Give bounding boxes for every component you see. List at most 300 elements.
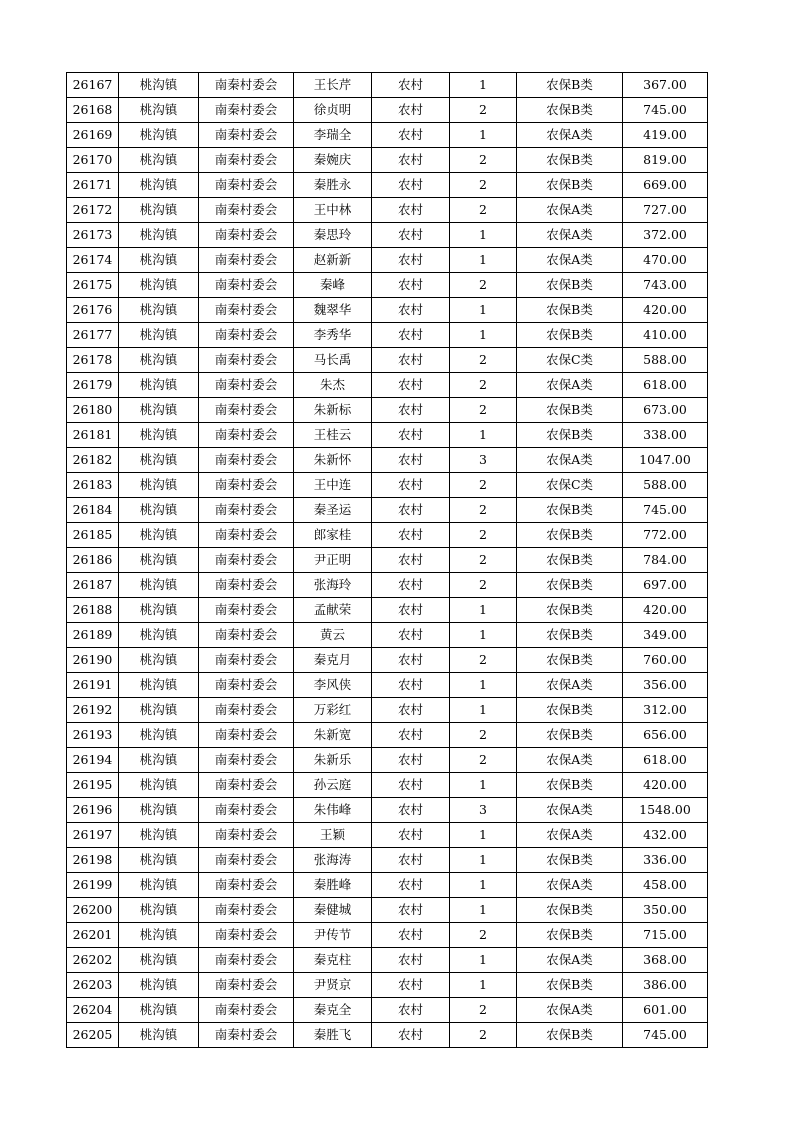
cell-id: 26182: [67, 448, 119, 473]
cell-village: 南秦村委会: [199, 498, 294, 523]
cell-village: 南秦村委会: [199, 523, 294, 548]
cell-village: 南秦村委会: [199, 798, 294, 823]
cell-village: 南秦村委会: [199, 448, 294, 473]
cell-id: 26199: [67, 873, 119, 898]
cell-amount: 432.00: [623, 823, 708, 848]
cell-category: 农保B类: [517, 1023, 623, 1048]
cell-area: 农村: [372, 723, 450, 748]
cell-village: 南秦村委会: [199, 73, 294, 98]
cell-area: 农村: [372, 973, 450, 998]
cell-id: 26167: [67, 73, 119, 98]
cell-town: 桃沟镇: [119, 223, 199, 248]
table-row: [67, 998, 708, 1023]
cell-count: 2: [450, 573, 517, 598]
cell-area: 农村: [372, 123, 450, 148]
cell-name: 万彩红: [294, 698, 372, 723]
table-row: [67, 298, 708, 323]
cell-name: 尹贤京: [294, 973, 372, 998]
cell-count: 2: [450, 548, 517, 573]
cell-town: 桃沟镇: [119, 873, 199, 898]
cell-category: 农保B类: [517, 923, 623, 948]
table-row: [67, 723, 708, 748]
cell-area: 农村: [372, 473, 450, 498]
cell-town: 桃沟镇: [119, 423, 199, 448]
cell-town: 桃沟镇: [119, 273, 199, 298]
cell-name: 朱新标: [294, 398, 372, 423]
cell-category: 农保B类: [517, 323, 623, 348]
cell-count: 2: [450, 648, 517, 673]
table-row: [67, 148, 708, 173]
cell-id: 26172: [67, 198, 119, 223]
cell-area: 农村: [372, 1023, 450, 1048]
cell-name: 秦胜永: [294, 173, 372, 198]
cell-category: 农保A类: [517, 673, 623, 698]
cell-town: 桃沟镇: [119, 198, 199, 223]
cell-name: 秦克全: [294, 998, 372, 1023]
cell-id: 26175: [67, 273, 119, 298]
cell-town: 桃沟镇: [119, 398, 199, 423]
cell-town: 桃沟镇: [119, 748, 199, 773]
cell-name: 秦圣运: [294, 498, 372, 523]
cell-id: 26191: [67, 673, 119, 698]
table-row: [67, 98, 708, 123]
cell-amount: 618.00: [623, 373, 708, 398]
cell-area: 农村: [372, 748, 450, 773]
cell-count: 1: [450, 73, 517, 98]
cell-category: 农保B类: [517, 523, 623, 548]
cell-area: 农村: [372, 548, 450, 573]
cell-name: 李瑞全: [294, 123, 372, 148]
table-row: [67, 923, 708, 948]
cell-town: 桃沟镇: [119, 548, 199, 573]
cell-count: 3: [450, 448, 517, 473]
cell-category: 农保A类: [517, 798, 623, 823]
cell-amount: 745.00: [623, 1023, 708, 1048]
cell-area: 农村: [372, 598, 450, 623]
cell-area: 农村: [372, 223, 450, 248]
cell-name: 王中连: [294, 473, 372, 498]
cell-town: 桃沟镇: [119, 73, 199, 98]
table-row: [67, 798, 708, 823]
cell-area: 农村: [372, 948, 450, 973]
cell-name: 孟献荣: [294, 598, 372, 623]
cell-village: 南秦村委会: [199, 173, 294, 198]
cell-id: 26203: [67, 973, 119, 998]
cell-category: 农保B类: [517, 598, 623, 623]
table-row: [67, 673, 708, 698]
cell-town: 桃沟镇: [119, 848, 199, 873]
cell-amount: 410.00: [623, 323, 708, 348]
cell-count: 3: [450, 798, 517, 823]
cell-village: 南秦村委会: [199, 248, 294, 273]
subsidy-roster-table: [66, 72, 708, 1048]
cell-count: 2: [450, 1023, 517, 1048]
cell-area: 农村: [372, 73, 450, 98]
cell-village: 南秦村委会: [199, 873, 294, 898]
cell-town: 桃沟镇: [119, 373, 199, 398]
cell-id: 26183: [67, 473, 119, 498]
cell-amount: 588.00: [623, 348, 708, 373]
cell-id: 26192: [67, 698, 119, 723]
cell-amount: 588.00: [623, 473, 708, 498]
cell-id: 26202: [67, 948, 119, 973]
cell-name: 徐贞明: [294, 98, 372, 123]
cell-town: 桃沟镇: [119, 773, 199, 798]
cell-area: 农村: [372, 273, 450, 298]
cell-count: 1: [450, 248, 517, 273]
cell-count: 1: [450, 898, 517, 923]
cell-id: 26170: [67, 148, 119, 173]
cell-town: 桃沟镇: [119, 298, 199, 323]
cell-village: 南秦村委会: [199, 848, 294, 873]
table-row: [67, 573, 708, 598]
cell-category: 农保A类: [517, 373, 623, 398]
table-row: [67, 423, 708, 448]
cell-count: 2: [450, 373, 517, 398]
cell-count: 1: [450, 323, 517, 348]
cell-amount: 338.00: [623, 423, 708, 448]
cell-amount: 601.00: [623, 998, 708, 1023]
cell-amount: 372.00: [623, 223, 708, 248]
table-row: [67, 548, 708, 573]
cell-town: 桃沟镇: [119, 523, 199, 548]
cell-count: 1: [450, 598, 517, 623]
cell-category: 农保B类: [517, 898, 623, 923]
table-row: [67, 773, 708, 798]
cell-town: 桃沟镇: [119, 798, 199, 823]
cell-area: 农村: [372, 398, 450, 423]
cell-area: 农村: [372, 148, 450, 173]
table-row: [67, 898, 708, 923]
cell-category: 农保B类: [517, 148, 623, 173]
table-row: [67, 173, 708, 198]
cell-count: 2: [450, 523, 517, 548]
table-row: [67, 648, 708, 673]
table-row: [67, 248, 708, 273]
cell-area: 农村: [372, 773, 450, 798]
cell-category: 农保A类: [517, 948, 623, 973]
cell-amount: 772.00: [623, 523, 708, 548]
cell-count: 1: [450, 623, 517, 648]
cell-id: 26200: [67, 898, 119, 923]
cell-amount: 1047.00: [623, 448, 708, 473]
cell-village: 南秦村委会: [199, 773, 294, 798]
cell-name: 秦婉庆: [294, 148, 372, 173]
cell-amount: 819.00: [623, 148, 708, 173]
cell-id: 26174: [67, 248, 119, 273]
cell-category: 农保B类: [517, 848, 623, 873]
table-row: [67, 698, 708, 723]
cell-name: 尹正明: [294, 548, 372, 573]
table-row: [67, 123, 708, 148]
cell-area: 农村: [372, 373, 450, 398]
cell-area: 农村: [372, 673, 450, 698]
cell-village: 南秦村委会: [199, 973, 294, 998]
cell-village: 南秦村委会: [199, 198, 294, 223]
cell-town: 桃沟镇: [119, 998, 199, 1023]
cell-amount: 727.00: [623, 198, 708, 223]
cell-amount: 784.00: [623, 548, 708, 573]
cell-category: 农保A类: [517, 198, 623, 223]
cell-village: 南秦村委会: [199, 648, 294, 673]
cell-village: 南秦村委会: [199, 398, 294, 423]
cell-count: 1: [450, 773, 517, 798]
cell-id: 26204: [67, 998, 119, 1023]
cell-town: 桃沟镇: [119, 623, 199, 648]
cell-area: 农村: [372, 998, 450, 1023]
cell-category: 农保C类: [517, 348, 623, 373]
cell-id: 26181: [67, 423, 119, 448]
cell-town: 桃沟镇: [119, 573, 199, 598]
table-row: [67, 948, 708, 973]
cell-amount: 420.00: [623, 773, 708, 798]
cell-village: 南秦村委会: [199, 598, 294, 623]
cell-category: 农保B类: [517, 698, 623, 723]
cell-town: 桃沟镇: [119, 1023, 199, 1048]
cell-count: 1: [450, 223, 517, 248]
cell-village: 南秦村委会: [199, 998, 294, 1023]
cell-name: 朱新宽: [294, 723, 372, 748]
roster-body: [67, 73, 708, 1048]
cell-village: 南秦村委会: [199, 98, 294, 123]
cell-town: 桃沟镇: [119, 923, 199, 948]
table-row: [67, 348, 708, 373]
cell-count: 1: [450, 873, 517, 898]
cell-category: 农保B类: [517, 723, 623, 748]
cell-id: 26188: [67, 598, 119, 623]
cell-area: 农村: [372, 898, 450, 923]
cell-area: 农村: [372, 523, 450, 548]
cell-id: 26193: [67, 723, 119, 748]
cell-name: 王颖: [294, 823, 372, 848]
cell-name: 马长禹: [294, 348, 372, 373]
cell-id: 26168: [67, 98, 119, 123]
cell-amount: 745.00: [623, 98, 708, 123]
cell-area: 农村: [372, 798, 450, 823]
cell-village: 南秦村委会: [199, 373, 294, 398]
cell-name: 王长芹: [294, 73, 372, 98]
cell-count: 1: [450, 823, 517, 848]
cell-village: 南秦村委会: [199, 573, 294, 598]
cell-name: 秦健城: [294, 898, 372, 923]
cell-category: 农保B类: [517, 73, 623, 98]
cell-amount: 745.00: [623, 498, 708, 523]
cell-village: 南秦村委会: [199, 823, 294, 848]
cell-village: 南秦村委会: [199, 123, 294, 148]
cell-village: 南秦村委会: [199, 898, 294, 923]
cell-id: 26190: [67, 648, 119, 673]
table-row: [67, 873, 708, 898]
table-row: [67, 623, 708, 648]
cell-category: 农保B类: [517, 298, 623, 323]
cell-name: 秦峰: [294, 273, 372, 298]
cell-village: 南秦村委会: [199, 348, 294, 373]
cell-village: 南秦村委会: [199, 423, 294, 448]
table-row: [67, 973, 708, 998]
cell-town: 桃沟镇: [119, 323, 199, 348]
cell-category: 农保A类: [517, 123, 623, 148]
cell-name: 孙云庭: [294, 773, 372, 798]
cell-id: 26180: [67, 398, 119, 423]
cell-village: 南秦村委会: [199, 1023, 294, 1048]
cell-id: 26194: [67, 748, 119, 773]
cell-area: 农村: [372, 248, 450, 273]
cell-town: 桃沟镇: [119, 698, 199, 723]
cell-area: 农村: [372, 98, 450, 123]
cell-category: 农保A类: [517, 873, 623, 898]
cell-category: 农保B类: [517, 573, 623, 598]
table-row: [67, 198, 708, 223]
cell-count: 1: [450, 298, 517, 323]
cell-name: 王桂云: [294, 423, 372, 448]
table-row: [67, 73, 708, 98]
cell-town: 桃沟镇: [119, 473, 199, 498]
cell-amount: 367.00: [623, 73, 708, 98]
cell-category: 农保B类: [517, 773, 623, 798]
cell-category: 农保B类: [517, 423, 623, 448]
cell-category: 农保B类: [517, 973, 623, 998]
cell-village: 南秦村委会: [199, 223, 294, 248]
cell-id: 26186: [67, 548, 119, 573]
cell-id: 26176: [67, 298, 119, 323]
cell-count: 2: [450, 473, 517, 498]
cell-count: 2: [450, 748, 517, 773]
cell-area: 农村: [372, 348, 450, 373]
table-row: [67, 398, 708, 423]
cell-area: 农村: [372, 923, 450, 948]
cell-amount: 312.00: [623, 698, 708, 723]
table-row: [67, 498, 708, 523]
cell-id: 26201: [67, 923, 119, 948]
cell-id: 26205: [67, 1023, 119, 1048]
table-row: [67, 1023, 708, 1048]
cell-id: 26173: [67, 223, 119, 248]
cell-village: 南秦村委会: [199, 548, 294, 573]
cell-count: 1: [450, 123, 517, 148]
cell-id: 26178: [67, 348, 119, 373]
cell-id: 26179: [67, 373, 119, 398]
cell-village: 南秦村委会: [199, 673, 294, 698]
cell-amount: 368.00: [623, 948, 708, 973]
cell-count: 1: [450, 848, 517, 873]
cell-count: 1: [450, 698, 517, 723]
cell-amount: 1548.00: [623, 798, 708, 823]
cell-count: 2: [450, 173, 517, 198]
cell-area: 农村: [372, 698, 450, 723]
cell-id: 26187: [67, 573, 119, 598]
cell-village: 南秦村委会: [199, 273, 294, 298]
cell-count: 2: [450, 998, 517, 1023]
cell-id: 26169: [67, 123, 119, 148]
cell-area: 农村: [372, 573, 450, 598]
cell-amount: 715.00: [623, 923, 708, 948]
cell-category: 农保A类: [517, 448, 623, 473]
cell-village: 南秦村委会: [199, 923, 294, 948]
cell-area: 农村: [372, 173, 450, 198]
table-row: [67, 848, 708, 873]
cell-category: 农保B类: [517, 173, 623, 198]
cell-name: 秦胜峰: [294, 873, 372, 898]
table-row: [67, 373, 708, 398]
cell-count: 2: [450, 398, 517, 423]
cell-category: 农保B类: [517, 398, 623, 423]
cell-village: 南秦村委会: [199, 298, 294, 323]
cell-name: 朱新怀: [294, 448, 372, 473]
table-row: [67, 598, 708, 623]
cell-name: 李秀华: [294, 323, 372, 348]
cell-category: 农保A类: [517, 998, 623, 1023]
cell-town: 桃沟镇: [119, 648, 199, 673]
cell-area: 农村: [372, 648, 450, 673]
cell-town: 桃沟镇: [119, 948, 199, 973]
cell-name: 王中林: [294, 198, 372, 223]
cell-amount: 669.00: [623, 173, 708, 198]
cell-area: 农村: [372, 873, 450, 898]
cell-village: 南秦村委会: [199, 473, 294, 498]
cell-id: 26197: [67, 823, 119, 848]
table-row: [67, 273, 708, 298]
cell-amount: 673.00: [623, 398, 708, 423]
cell-count: 2: [450, 723, 517, 748]
table-row: [67, 448, 708, 473]
cell-id: 26177: [67, 323, 119, 348]
cell-village: 南秦村委会: [199, 723, 294, 748]
cell-amount: 420.00: [623, 598, 708, 623]
cell-town: 桃沟镇: [119, 898, 199, 923]
cell-amount: 743.00: [623, 273, 708, 298]
cell-name: 朱伟峰: [294, 798, 372, 823]
cell-amount: 356.00: [623, 673, 708, 698]
cell-count: 2: [450, 273, 517, 298]
cell-id: 26184: [67, 498, 119, 523]
cell-area: 农村: [372, 448, 450, 473]
cell-amount: 760.00: [623, 648, 708, 673]
cell-id: 26195: [67, 773, 119, 798]
cell-id: 26189: [67, 623, 119, 648]
cell-category: 农保B类: [517, 548, 623, 573]
cell-category: 农保B类: [517, 648, 623, 673]
cell-category: 农保B类: [517, 623, 623, 648]
cell-id: 26171: [67, 173, 119, 198]
cell-amount: 656.00: [623, 723, 708, 748]
cell-town: 桃沟镇: [119, 823, 199, 848]
cell-town: 桃沟镇: [119, 673, 199, 698]
cell-category: 农保B类: [517, 273, 623, 298]
cell-amount: 458.00: [623, 873, 708, 898]
cell-village: 南秦村委会: [199, 148, 294, 173]
cell-area: 农村: [372, 323, 450, 348]
cell-town: 桃沟镇: [119, 348, 199, 373]
cell-town: 桃沟镇: [119, 173, 199, 198]
cell-town: 桃沟镇: [119, 448, 199, 473]
cell-count: 1: [450, 673, 517, 698]
cell-count: 2: [450, 498, 517, 523]
cell-category: 农保B类: [517, 98, 623, 123]
cell-id: 26198: [67, 848, 119, 873]
cell-name: 秦克月: [294, 648, 372, 673]
cell-area: 农村: [372, 823, 450, 848]
cell-area: 农村: [372, 848, 450, 873]
cell-count: 2: [450, 198, 517, 223]
cell-name: 赵新新: [294, 248, 372, 273]
table-row: [67, 823, 708, 848]
cell-name: 朱杰: [294, 373, 372, 398]
cell-area: 农村: [372, 298, 450, 323]
cell-name: 秦胜飞: [294, 1023, 372, 1048]
cell-count: 1: [450, 423, 517, 448]
cell-count: 2: [450, 348, 517, 373]
cell-amount: 386.00: [623, 973, 708, 998]
